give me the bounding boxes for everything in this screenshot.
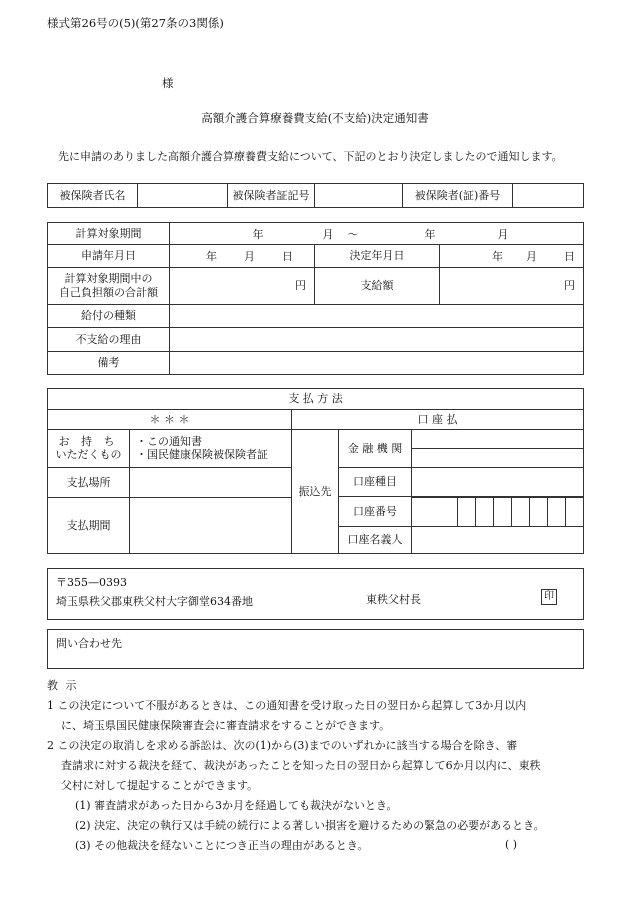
account-number-digit-5b[interactable] (512, 498, 530, 526)
apply-date-field[interactable] (170, 245, 315, 267)
document-title: 高額介護合算療養費支給(不支給)決定通知書 (201, 111, 429, 125)
note-2-line-3: 父村に対して提起することができます。 (61, 779, 259, 792)
transfer-dest-label: 振込先 (292, 429, 339, 553)
insured-number-label: 被保険者(証)番号 (403, 184, 513, 208)
payment-place-field[interactable] (130, 467, 292, 497)
trailing-parenthesis: ( ) (505, 838, 518, 851)
sub-note-3: (3) その他裁決を経ないことにつき正当の理由があるとき。 (75, 839, 369, 852)
decision-year: 年 (492, 250, 503, 264)
burden-total-label (48, 267, 170, 304)
period-start-year: 年 (252, 227, 264, 241)
official-seal-mark: 印 (541, 589, 557, 605)
insured-table (47, 183, 584, 208)
burden-yen-unit: 円 (295, 278, 306, 292)
issuer-box (47, 568, 584, 620)
bring-item-notice: ・この通知書 (136, 434, 202, 448)
burden-label-line2: 自己負担額の合計額 (59, 285, 158, 299)
reason-field[interactable] (170, 328, 584, 351)
bring-label-line1: お 持 ち (58, 434, 119, 448)
bank-label: 金 融 機 関 (339, 429, 412, 467)
reason-label: 不支給の理由 (48, 328, 170, 351)
bring-items-label (48, 429, 130, 467)
apply-month: 月 (244, 250, 255, 264)
burden-total-field[interactable] (170, 267, 315, 304)
account-transfer-header: 口 座 払 (292, 410, 584, 430)
account-number-digit-4b[interactable] (494, 498, 512, 526)
period-end-year: 年 (424, 227, 436, 241)
account-number-digit-1b[interactable] (412, 498, 458, 526)
account-number-digit-6b[interactable] (530, 498, 548, 526)
account-holder-field[interactable] (412, 526, 584, 553)
insured-cert-field[interactable] (315, 184, 403, 208)
benefit-type-label: 給付の種類 (48, 305, 170, 328)
period-end-month: 月 (497, 227, 509, 241)
sub-note-2: (2) 決定、決定の執行又は手続の続行による著しい損害を避けるための緊急の必要があるとき。 (75, 819, 545, 832)
payment-period-field[interactable] (130, 498, 292, 554)
bring-items-list (130, 429, 292, 467)
bank-field-2[interactable] (412, 448, 584, 467)
calc-period-label: 計算対象期間 (48, 223, 170, 245)
inquiry-box (47, 629, 584, 669)
insured-number-field[interactable] (513, 184, 584, 208)
account-number-digit-7b[interactable] (548, 498, 566, 526)
insured-name-label: 被保険者氏名 (48, 184, 138, 208)
payment-yen-unit: 円 (564, 278, 576, 292)
calc-period-field[interactable] (170, 223, 584, 245)
account-number-label: 口座番号 (339, 497, 412, 526)
intro-text: 先に申請のありました高額介護合算療養費支給について、下記のとおり決定しましたので通知します。 (58, 150, 563, 163)
account-holder-label: 口座名義人 (339, 526, 412, 553)
sub-note-1: (1) 審査請求があった日から3か月を経過しても裁決がないとき。 (75, 799, 398, 812)
decision-date-label: 決定年月日 (315, 245, 440, 267)
inquiry-label: 問い合わせ先 (56, 637, 122, 650)
decision-month: 月 (526, 250, 537, 264)
bring-label-line2: いただくもの (55, 448, 122, 462)
payment-place-label: 支払場所 (48, 467, 130, 497)
note-1-line-2: に、埼玉県国民健康保険審査会に審査請求をすることができます。 (61, 719, 391, 732)
decision-date-field[interactable] (440, 245, 584, 267)
benefit-type-field[interactable] (170, 305, 584, 328)
honorific: 様 (162, 76, 174, 90)
period-start-month: 月 (322, 227, 334, 241)
details-table (47, 222, 584, 375)
payment-period-label: 支払期間 (48, 498, 130, 554)
apply-date-label: 申請年月日 (48, 245, 170, 267)
bank-field-1[interactable] (412, 429, 584, 448)
payment-amount-field[interactable] (440, 267, 584, 304)
payment-method-header: 支 払 方 法 (48, 389, 584, 410)
instructions-heading: 教 示 (47, 679, 79, 692)
form-number: 様式第26号の(5)(第27条の3関係) (47, 16, 224, 30)
issuer-address: 埼玉県秩父郡東秩父村大字御堂634番地 (56, 595, 253, 608)
insured-cert-label: 被保険者証記号 (228, 184, 315, 208)
account-number-digit-8b[interactable] (566, 498, 584, 526)
payment-table (47, 388, 584, 554)
note-2-line-1: 2 この決定の取消しを求める訴訟は、次の(1)から(3)までのいずれかに該当する場合を除き、審 (47, 739, 518, 752)
issuer-mayor: 東秩父村長 (366, 593, 421, 606)
remarks-label: 備考 (48, 351, 170, 374)
account-number-digit-3b[interactable] (476, 498, 494, 526)
decision-day: 日 (564, 250, 575, 264)
account-type-field[interactable] (412, 467, 584, 496)
note-2-line-2: 査請求に対する裁決を経て、裁決があったことを知った日の翌日から起算して6か月以内に、東秩 (61, 759, 541, 772)
bring-item-insurance-card: ・国民健康保険被保険者証 (136, 448, 268, 462)
apply-year: 年 (206, 250, 217, 264)
apply-day: 日 (282, 250, 293, 264)
burden-label-line1: 計算対象期間中の (64, 272, 153, 286)
account-number-digit-2b[interactable] (458, 498, 476, 526)
account-type-label: 口座種目 (339, 467, 412, 496)
insured-name-field[interactable] (138, 184, 228, 208)
note-1-line-1: 1 この決定について不服があるときは、この通知書を受け取った日の翌日から起算して3か月以内 (47, 699, 527, 712)
stars-header: ＊ ＊ ＊ (48, 410, 292, 430)
instructions-section (47, 676, 597, 856)
period-tilde: 〜 (347, 227, 359, 241)
payment-amount-label: 支給額 (315, 267, 440, 304)
issuer-postal-code: 〒355—0393 (56, 576, 127, 589)
remarks-field[interactable] (170, 351, 584, 374)
